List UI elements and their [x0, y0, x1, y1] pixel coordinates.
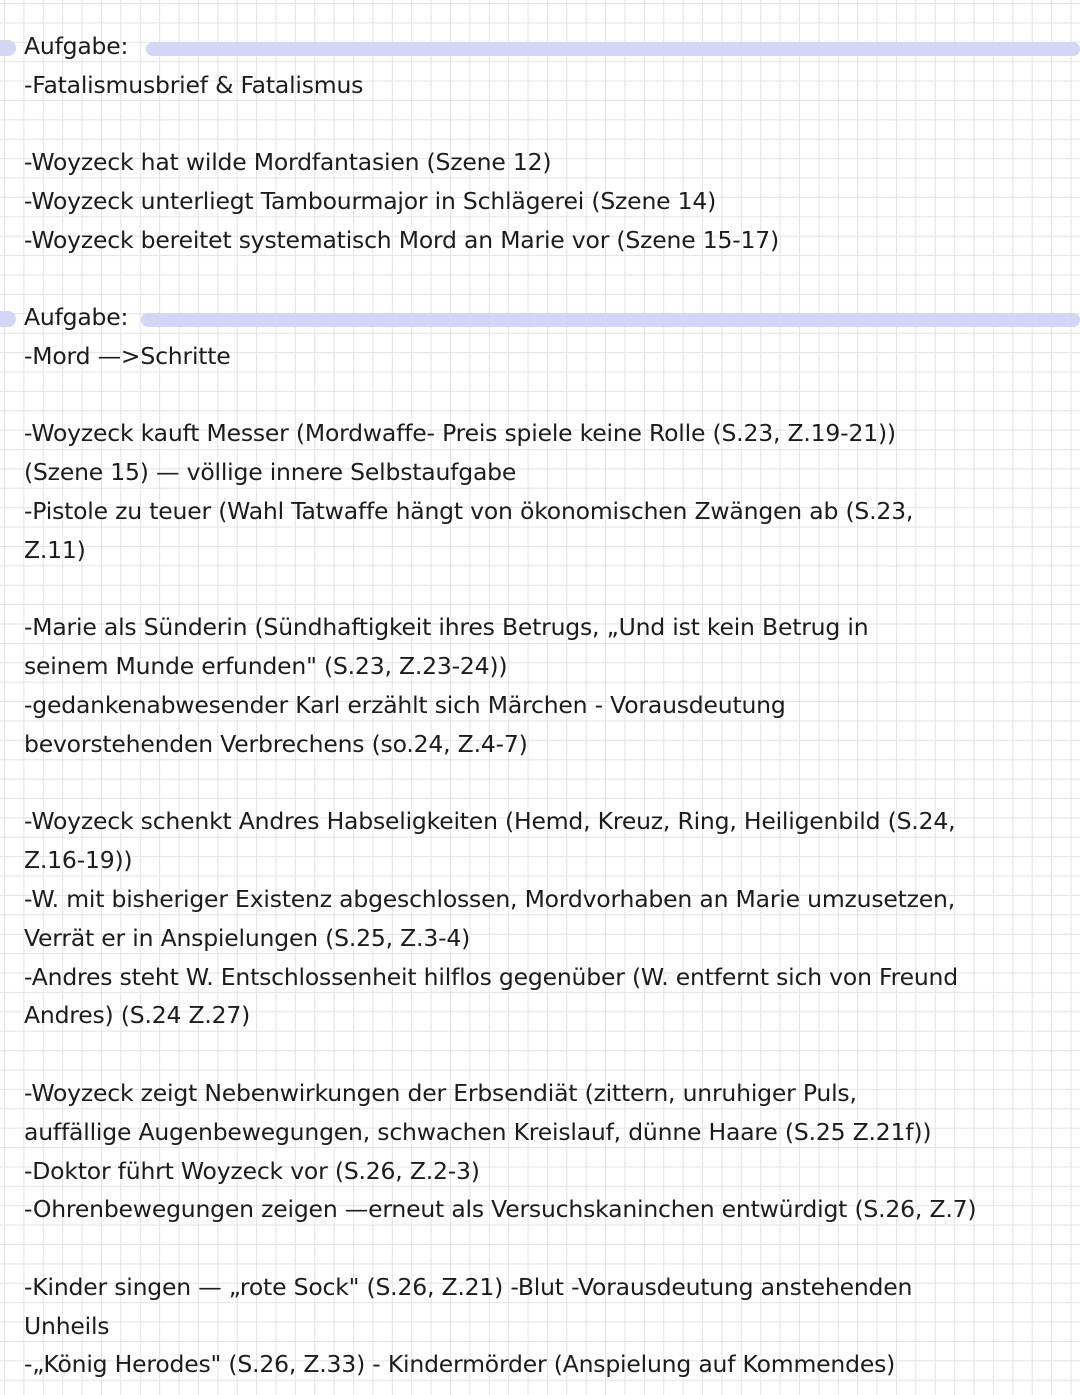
heading-marker — [0, 40, 16, 56]
note-line: -Woyzeck hat wilde Mordfantasien (Szene 12) — [24, 148, 552, 176]
note-line: Verrät er in Anspielungen (S.25, Z.3-4) — [24, 924, 471, 952]
note-line: -W. mit bisheriger Existenz abgeschlossen, Mordvorhaben an Marie umzusetzen, — [24, 885, 956, 913]
note-line: Unheils — [24, 1312, 110, 1340]
note-line: -Doktor führt Woyzeck vor (S.26, Z.2-3) — [24, 1157, 480, 1185]
note-line: -Kinder singen — „rote Sock" (S.26, Z.21) -Blut -Vorausdeutung anstehenden — [24, 1273, 913, 1301]
note-line: -Ohrenbewegungen zeigen —erneut als Versuchskaninchen entwürdigt (S.26, Z.7) — [24, 1195, 977, 1223]
note-line: -„König Herodes" (S.26, Z.33) - Kindermörder (Anspielung auf Kommendes) — [24, 1350, 896, 1378]
section-topic-1: -Fatalismusbrief & Fatalismus — [24, 71, 364, 99]
note-line: -Marie als Sünderin (Sündhaftigkeit ihres Betrugs, „Und ist kein Betrug in — [24, 613, 869, 641]
heading-marker — [0, 311, 16, 327]
section-heading-1: Aufgabe: — [24, 32, 129, 60]
note-line: Z.11) — [24, 536, 86, 564]
note-line: -Woyzeck schenkt Andres Habseligkeiten (Hemd, Kreuz, Ring, Heiligenbild (S.24, — [24, 807, 956, 835]
note-line: -Woyzeck zeigt Nebenwirkungen der Erbsendiät (zittern, unruhiger Puls, — [24, 1079, 857, 1107]
note-line: (Szene 15) — völlige innere Selbstaufgabe — [24, 458, 517, 486]
note-line: -Woyzeck unterliegt Tambourmajor in Schlägerei (Szene 14) — [24, 187, 717, 215]
note-line: -gedankenabwesender Karl erzählt sich Märchen - Vorausdeutung — [24, 691, 786, 719]
note-line: -Woyzeck kauft Messer (Mordwaffe- Preis spiele keine Rolle (S.23, Z.19-21)) — [24, 419, 896, 447]
section-heading-2: Aufgabe: — [24, 303, 129, 331]
note-line: bevorstehenden Verbrechens (so.24, Z.4-7) — [24, 730, 528, 758]
note-line: -Pistole zu teuer (Wahl Tatwaffe hängt von ökonomischen Zwängen ab (S.23, — [24, 497, 914, 525]
note-line: auffällige Augenbewegungen, schwachen Kreislauf, dünne Haare (S.25 Z.21f)) — [24, 1118, 932, 1146]
section-topic-2: -Mord —>Schritte — [24, 342, 231, 370]
note-line: Z.16-19)) — [24, 846, 133, 874]
note-line: -Woyzeck bereitet systematisch Mord an Marie vor (Szene 15-17) — [24, 226, 779, 254]
note-line: seinem Munde erfunden" (S.23, Z.23-24)) — [24, 652, 508, 680]
heading-highlight-bar — [141, 313, 1080, 327]
note-line: Andres) (S.24 Z.27) — [24, 1001, 251, 1029]
heading-highlight-bar — [146, 42, 1080, 56]
note-line: -Andres steht W. Entschlossenheit hilflos gegenüber (W. entfernt sich von Freund — [24, 963, 958, 991]
